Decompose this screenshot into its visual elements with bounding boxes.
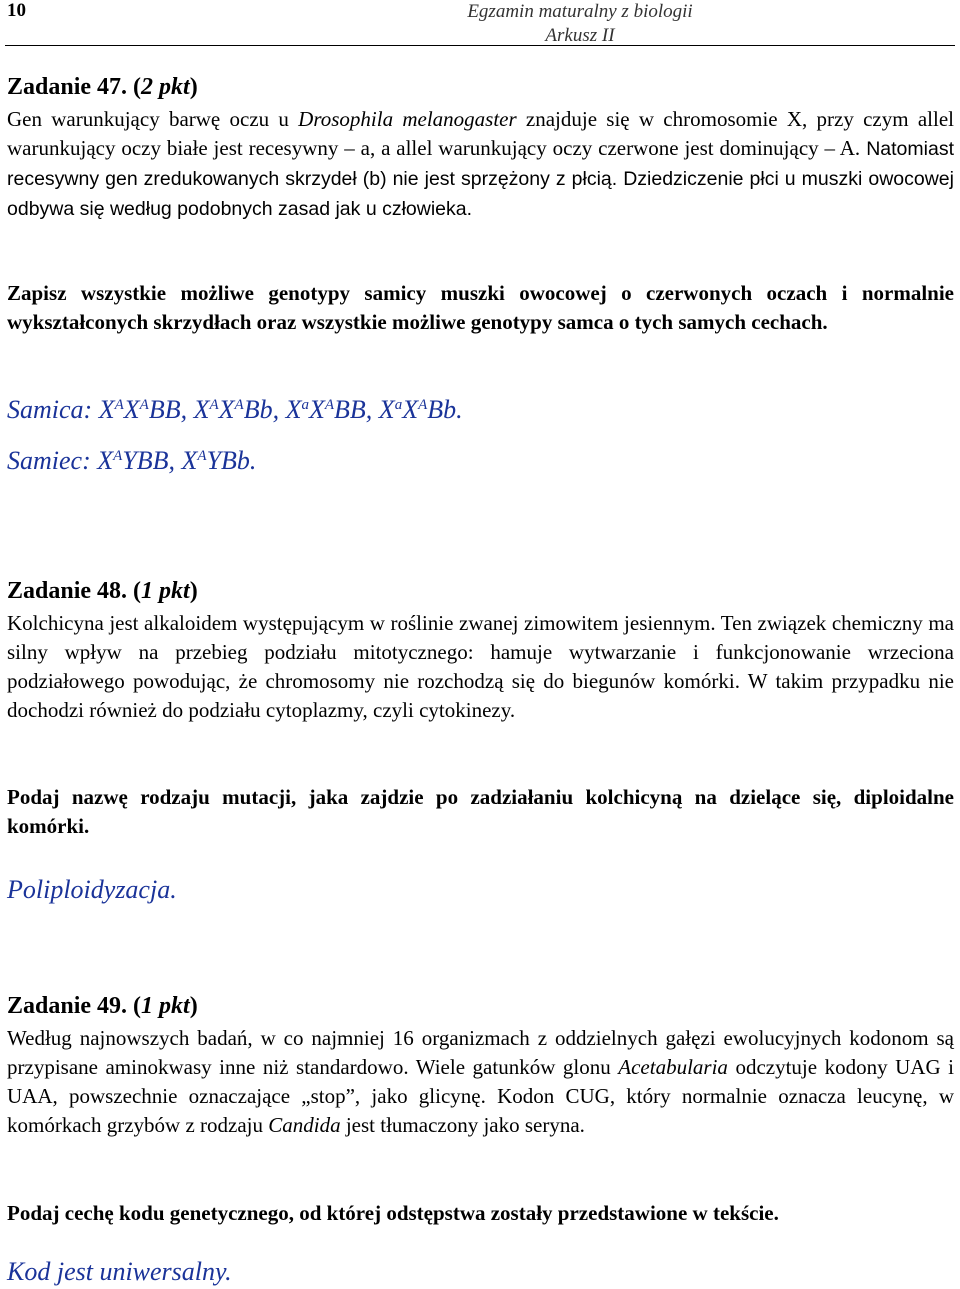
- task-47-points: (2 pkt): [133, 74, 198, 100]
- header-exam-name: Egzamin maturalny z biologii: [467, 1, 693, 22]
- task-49-description: Według najnowszych badań, w co najmniej 16 organizmach z oddzielnych gałęzi ewolucyjnych kodonom są przypisane aminokwasy inne niż standardowo. Wiele gatunków glonu Acetabularia odczytuje kodony UAG i UAA, powszechnie oznaczające „stop”, jako glicynę. Kodon CUG, który normalnie oznacza leucynę, w komórkach grzybów z rodzaju Candida jest tłumaczony jako seryna.: [7, 1026, 954, 1137]
- task-49-label: Zadanie 49.: [7, 993, 128, 1019]
- task-49-instruction: Podaj cechę kodu genetycznego, od której odstępstwa zostały przedstawione w tekście.: [7, 1201, 779, 1225]
- task-49-points: (1 pkt): [133, 993, 198, 1019]
- page-number: 10: [7, 0, 26, 21]
- task-48-instruction: Podaj nazwę rodzaju mutacji, jaka zajdzie po zadziałaniu kolchicyną na dzielące się, diploidalne komórki.: [7, 785, 954, 838]
- task-47-answer-female: Samica: $X^AX^ABB$, $X^AX^ABb$, $X^aX^ABB$, $X^aX^ABb$.: [7, 395, 463, 424]
- page-header: [0, 0, 960, 48]
- task-48-points: (1 pkt): [133, 578, 198, 604]
- task-47-instruction: Zapisz wszystkie możliwe genotypy samicy muszki owocowej o czerwonych oczach i normalnie wykształconych skrzydłach oraz wszystkie możliwe genotypy samca o tych samych cechach.: [7, 281, 954, 334]
- task-49-title: [7, 993, 198, 1020]
- task-48-title: [7, 578, 198, 605]
- header-sheet-name: Arkusz II: [545, 25, 615, 46]
- task-48-label: Zadanie 48.: [7, 578, 128, 604]
- task-48-description: Kolchicyna jest alkaloidem występującym w roślinie zwanej zimowitem jesiennym. Ten związek chemiczny ma silny wpływ na przebieg podziału mitotycznego: hamuje wytwarzanie i funkcjonowanie wrzeciona podziałowego powodując, że chromosomy nie rozchodzą się do biegunów komórki. W takim przypadku nie dochodzi również do podziału cytoplazmy, czyli cytokinezy.: [7, 611, 954, 722]
- species-name: Drosophila melanogaster: [298, 107, 517, 131]
- task-47-description: Gen warunkujący barwę oczu u Drosophila melanogaster znajduje się w chromosomie X, przy czym allel warunkujący oczy białe jest recesywny – a, a allel warunkujący oczy czerwone jest dominujący – A. Natomiast recesywny gen zredukowanych skrzydeł (b) nie jest sprzężony z płcią. Dziedziczenie płci u muszki owocowej odbywa się według podobnych zasad jak u człowieka.: [7, 107, 954, 220]
- task-48-answer: Poliploidyzacja.: [7, 875, 177, 904]
- header-title: [300, 0, 860, 48]
- task-49-answer: Kod jest uniwersalny.: [7, 1257, 232, 1286]
- genus-acetabularia: Acetabularia: [618, 1055, 728, 1079]
- header-divider: [5, 45, 955, 46]
- task-47-label: Zadanie 47.: [7, 74, 128, 100]
- genus-candida: Candida: [268, 1113, 341, 1137]
- task-47-answer-male: Samiec: $X^AYBB$, $X^AYBb$.: [7, 446, 257, 475]
- task-47-title: [7, 74, 198, 101]
